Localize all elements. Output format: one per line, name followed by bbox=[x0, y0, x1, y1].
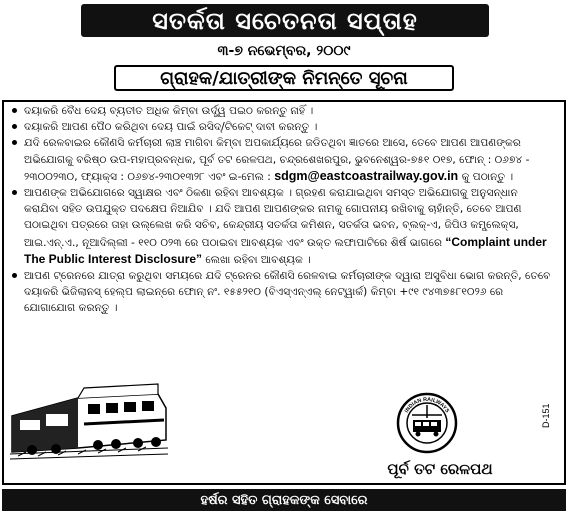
notice-subtitle: ଗ୍ରାହକ/ଯାତ୍ରୀଙ୍କ ନିମନ୍ତେ ସୂଚନା bbox=[114, 65, 454, 91]
notice-text-tail: ଲେଖା ରହିବା ଆବଶ୍ୟକ । bbox=[202, 253, 311, 266]
notice-text: ଆପଣଙ୍କ ଅଭିଯୋଗରେ ସ୍ୱାକ୍ଷର ଏବଂ ଠିକଣା ରହିବା ଆବଶ୍ୟକ । ଗ୍ରହଣ କରାଯାଇଥିବା ସମସ୍ତ ଅଭିଯୋଗକୁ ଅନୁସନ୍ଧାନ କରାଯିବା ସହିତ ଉପଯୁକ୍ତ ପଦକ୍ଷେପ ନିଆଯିବ । ଯଦି ଆପଣ ଆପଣଙ୍କର ନାମକୁ ଗୋପନୀୟ ରଖିବାକୁ ଚାହାଁନ୍ତି, ତେବେ ଆପଣ ପଠାଇଥିବା ପତ୍ରରେ ତାହା ଉଲ୍ଲେଖ କରି ସଚିବ, କେନ୍ଦ୍ରୀୟ ସତର୍କତା କମିଶନ, ସତର୍କତା ଭବନ, ବ୍ଲକ୍-ଏ, ଜିପିଓ କମ୍ପ୍ଲେକ୍ସ, ଆଇ.ଏନ୍.ଏ., ନୂଆଦିଲ୍ଲୀ - ୧୧୦ ୦୨୩ ରେ ପଠାଇବା ଆବଶ୍ୟକ ଏବଂ ଉକ୍ତ ଲଫାପାଟିରେ ଶିର୍ଷ ଭାଗରେ bbox=[24, 187, 522, 249]
logo-ring-text: INDIAN RAILWAYS bbox=[403, 396, 451, 414]
page-title: ସତର୍କତା ସଚେତନତା ସପ୍ତାହ bbox=[81, 4, 489, 37]
notice-item bbox=[12, 103, 554, 119]
train-illustration-icon bbox=[8, 368, 170, 460]
bullet-icon bbox=[12, 124, 17, 129]
notice-item bbox=[12, 135, 554, 185]
indian-railways-logo-icon bbox=[396, 392, 458, 454]
organization-name: ପୂର୍ବ ତଟ ରେଳପଥ bbox=[387, 460, 493, 478]
notice-text-tail: କୁ ପଠାନ୍ତୁ । bbox=[458, 170, 514, 183]
bullet-icon bbox=[12, 190, 17, 195]
bullet-icon bbox=[12, 140, 17, 145]
email-link[interactable]: sdgm@eastcoastrailway.gov.in bbox=[274, 168, 459, 183]
notice-text: ଦୟାକରି ବୈଧ ଦେୟ ବ୍ୟତୀତ ଅଧିକ କିମ୍ବା ଉର୍ଦ୍ଧ୍ୱ ପଇଠ କରନ୍ତୁ ନାହିଁ । bbox=[24, 105, 314, 117]
event-dates: ୩-୭ ନଭେମ୍ବର, ୨୦୦୯ bbox=[217, 43, 351, 59]
notice-code: D-151 bbox=[541, 403, 551, 428]
notice-text: ଦୟାକରି ଆପଣ ପୈଠ କରିଥିବା ଦେୟ ପାଇଁ ରସିଦ୍/ଟିକେଟ୍ ଦାବୀ କରନ୍ତୁ । bbox=[24, 121, 318, 134]
bullet-icon bbox=[12, 273, 17, 278]
notice-list bbox=[12, 103, 554, 317]
footer-tagline: ହର୍ଷର ସହିତ ଗ୍ରାହକଙ୍କ ସେବାରେ bbox=[2, 489, 566, 511]
disclosure-heading: “Complaint under The Public Interest Disclosure” bbox=[24, 234, 547, 266]
notice-item bbox=[12, 268, 554, 317]
notice-text: ଆପଣ ଟ୍ରେନରେ ଯାତ୍ରା କରୁଥିବା ସମୟରେ ଯଦି ଟ୍ରେନର କୌଣସି ରେଳବାଇ କର୍ମଚାରୀଙ୍କ ଦ୍ୱାରା ଅସୁବିଧା ଭୋଗ କରନ୍ତି, ତେବେ ଦୟାକରି ଭିଜିଲାନସ୍ ହେଲ୍ପ ଲାଇନ୍‌ରେ ଫୋନ୍ ନଂ. ୧୫୫୨୧୦ (ବିଏସ୍‌ଏନ୍‌ଏଲ୍ ନେଟ୍‌ୱାର୍କ) କିମ୍ବା +୯୧ ୯୪୩୭୫୮୧୦୨୬ ରେ ଯୋଗାଯୋଗ କରନ୍ତୁ । bbox=[24, 270, 551, 315]
bullet-icon bbox=[12, 108, 17, 113]
notice-text: ଯଦି ରେଳବାଇର କୌଣସି କର୍ମଚାରୀ ଲାଞ୍ଚ ମାଗିବା କିମ୍ବା ଅପକାର୍ଯ୍ୟରେ ଜଡିତଥିବା ଜ୍ଞାତରେ ଆସେ, ତେବେ ଆପଣ ଆପଣଙ୍କର ଅଭିଯୋଗକୁ ବରିଷ୍ଠ ଉପ-ମହାପ୍ରବନ୍ଧକ, ପୂର୍ବ ତଟ ରେଳପଥ, ଚନ୍ଦ୍ରଶେଖରପୁର, ଭୁବନେଶ୍ୱର-୭୫୧ ୦୧୭, ଫୋନ୍ : ୦୬୭୪ - ୨୩୦୦୨୩୦, ଫ୍ୟାକ୍ସ : ୦୬୭୪-୨୩୦୧୩୨୮ ଏବଂ ଇ-ମେଲ : bbox=[24, 137, 530, 183]
notice-item bbox=[12, 185, 554, 268]
notice-item bbox=[12, 119, 554, 135]
